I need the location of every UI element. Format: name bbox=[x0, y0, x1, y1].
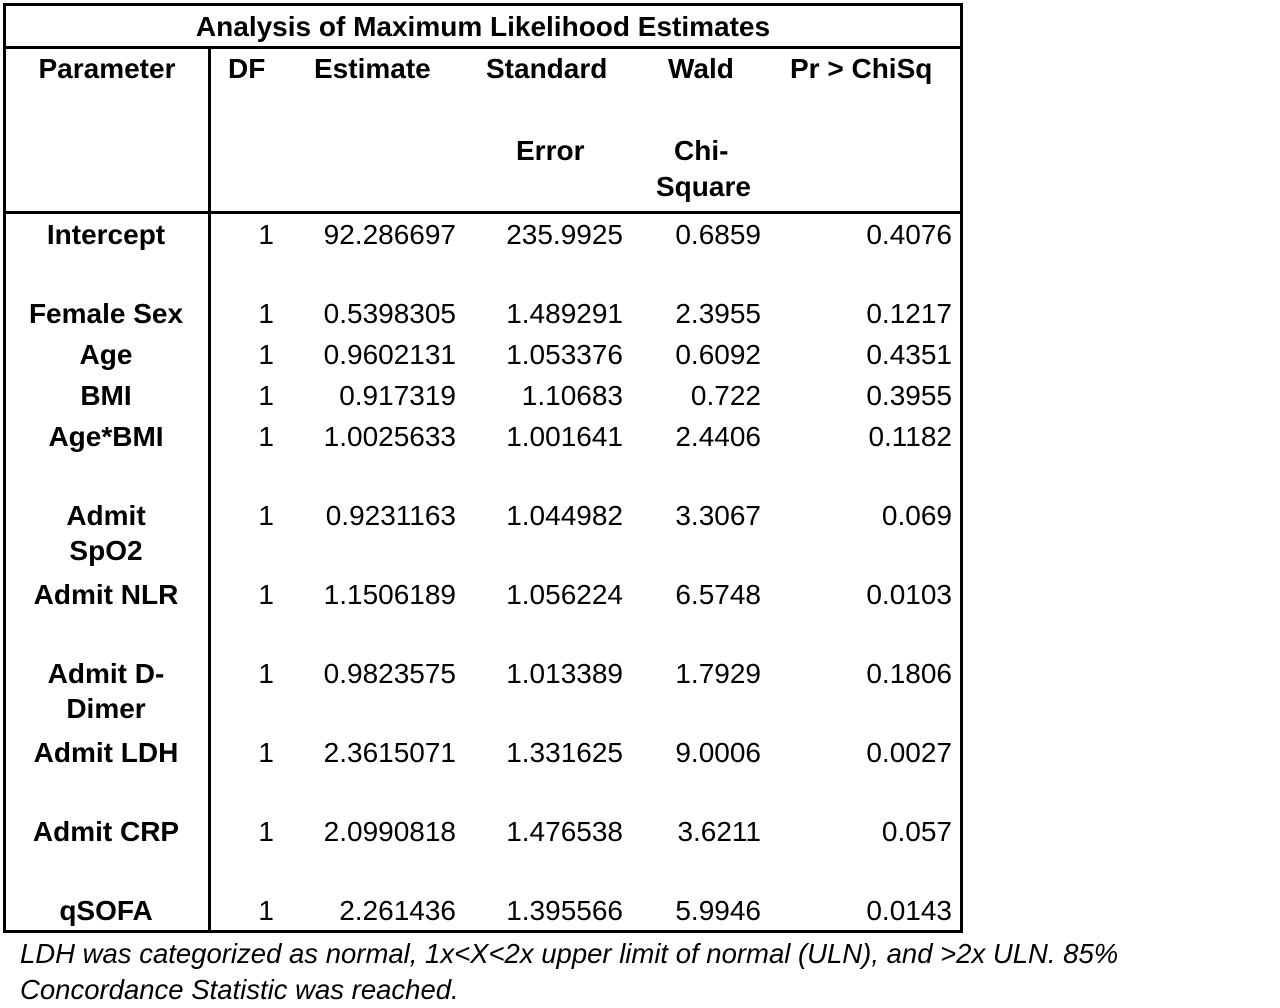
cell-se: 235.9925 bbox=[506, 219, 623, 250]
cell-estimate: 92.286697 bbox=[323, 219, 456, 250]
parameter-name: Admit LDH bbox=[33, 737, 179, 768]
cell-p: 0.0103 bbox=[866, 579, 952, 610]
cell-df: 1 bbox=[258, 658, 274, 689]
parameter-name: BMI bbox=[80, 380, 132, 411]
cell-df: 1 bbox=[258, 339, 274, 370]
cell-df: 1 bbox=[258, 219, 274, 250]
cell-se: 1.395566 bbox=[506, 895, 623, 926]
cell-estimate: 2.0990818 bbox=[323, 816, 456, 847]
cell-se: 1.331625 bbox=[506, 737, 623, 768]
cell-df: 1 bbox=[258, 500, 274, 531]
parameter-name: Female Sex bbox=[28, 298, 184, 329]
cell-estimate: 1.0025633 bbox=[323, 421, 456, 452]
cell-wald: 2.4406 bbox=[675, 421, 761, 452]
estimates-table bbox=[3, 3, 963, 933]
cell-df: 1 bbox=[258, 816, 274, 847]
cell-p: 0.1806 bbox=[866, 658, 952, 689]
cell-se: 1.056224 bbox=[506, 579, 623, 610]
cell-p: 0.3955 bbox=[866, 380, 952, 411]
cell-wald: 6.5748 bbox=[675, 579, 761, 610]
cell-wald: 5.9946 bbox=[675, 895, 761, 926]
cell-wald: 2.3955 bbox=[675, 298, 761, 329]
title-divider bbox=[6, 46, 960, 49]
cell-estimate: 0.917319 bbox=[339, 380, 456, 411]
cell-p: 0.1217 bbox=[866, 298, 952, 329]
header-df: DF bbox=[228, 53, 266, 84]
cell-estimate: 1.1506189 bbox=[323, 579, 456, 610]
header-pr-chisq: Pr > ChiSq bbox=[790, 53, 933, 84]
cell-se: 1.001641 bbox=[506, 421, 623, 452]
cell-estimate: 0.9231163 bbox=[325, 500, 456, 531]
parameter-name: Admit bbox=[66, 500, 146, 531]
cell-estimate: 2.3615071 bbox=[323, 737, 456, 768]
cell-se: 1.489291 bbox=[506, 298, 623, 329]
cell-wald: 0.722 bbox=[690, 380, 761, 411]
parameter-name: Age*BMI bbox=[48, 421, 164, 452]
parameter-name: Admit CRP bbox=[32, 816, 180, 847]
cell-estimate: 0.5398305 bbox=[323, 298, 456, 329]
cell-p: 0.1182 bbox=[868, 421, 952, 452]
header-estimate: Estimate bbox=[314, 53, 431, 84]
cell-se: 1.053376 bbox=[506, 339, 623, 370]
parameter-name: Admit NLR bbox=[33, 579, 179, 610]
parameter-column-divider bbox=[208, 46, 211, 930]
cell-df: 1 bbox=[258, 579, 274, 610]
cell-estimate: 0.9602131 bbox=[323, 339, 456, 370]
cell-wald: 3.6211 bbox=[677, 816, 761, 847]
cell-p: 0.0143 bbox=[866, 895, 952, 926]
parameter-name-continued: SpO2 bbox=[69, 535, 143, 566]
header-wald-line2: Chi- bbox=[674, 135, 729, 166]
footnote bbox=[20, 936, 1275, 1008]
cell-wald: 3.3067 bbox=[675, 500, 761, 531]
header-divider bbox=[6, 211, 960, 214]
header-wald-line1: Wald bbox=[668, 53, 734, 84]
parameter-name: Admit D- bbox=[47, 658, 165, 689]
cell-se: 1.10683 bbox=[521, 380, 623, 411]
cell-se: 1.044982 bbox=[506, 500, 623, 531]
parameter-name: qSOFA bbox=[59, 895, 153, 926]
cell-wald: 0.6092 bbox=[675, 339, 761, 370]
cell-p: 0.069 bbox=[881, 500, 952, 531]
cell-df: 1 bbox=[258, 895, 274, 926]
table-title: Analysis of Maximum Likelihood Estimates bbox=[195, 11, 771, 42]
parameter-name-continued: Dimer bbox=[66, 693, 146, 724]
cell-estimate: 2.261436 bbox=[339, 895, 456, 926]
cell-p: 0.4076 bbox=[866, 219, 952, 250]
cell-se: 1.013389 bbox=[506, 658, 623, 689]
cell-df: 1 bbox=[258, 737, 274, 768]
cell-se: 1.476538 bbox=[506, 816, 623, 847]
cell-df: 1 bbox=[258, 421, 274, 452]
header-wald-line3: Square bbox=[656, 171, 751, 202]
cell-p: 0.057 bbox=[881, 816, 952, 847]
header-standard-error-line2: Error bbox=[516, 135, 585, 166]
cell-p: 0.0027 bbox=[866, 737, 952, 768]
cell-df: 1 bbox=[258, 298, 274, 329]
cell-p: 0.4351 bbox=[866, 339, 952, 370]
cell-wald: 9.0006 bbox=[675, 737, 761, 768]
cell-df: 1 bbox=[258, 380, 274, 411]
header-standard-error-line1: Standard bbox=[486, 53, 608, 84]
cell-wald: 0.6859 bbox=[675, 219, 761, 250]
parameter-name: Age bbox=[79, 339, 133, 370]
cell-estimate: 0.9823575 bbox=[323, 658, 456, 689]
parameter-name: Intercept bbox=[46, 219, 166, 250]
footnote-line2: Concordance Statistic was reached. bbox=[20, 974, 459, 1005]
header-parameter: Parameter bbox=[38, 53, 176, 84]
cell-wald: 1.7929 bbox=[675, 658, 761, 689]
footnote-line1: LDH was categorized as normal, 1x<X<2x upper limit of normal (ULN), and >2x ULN. 85% bbox=[20, 938, 1119, 969]
